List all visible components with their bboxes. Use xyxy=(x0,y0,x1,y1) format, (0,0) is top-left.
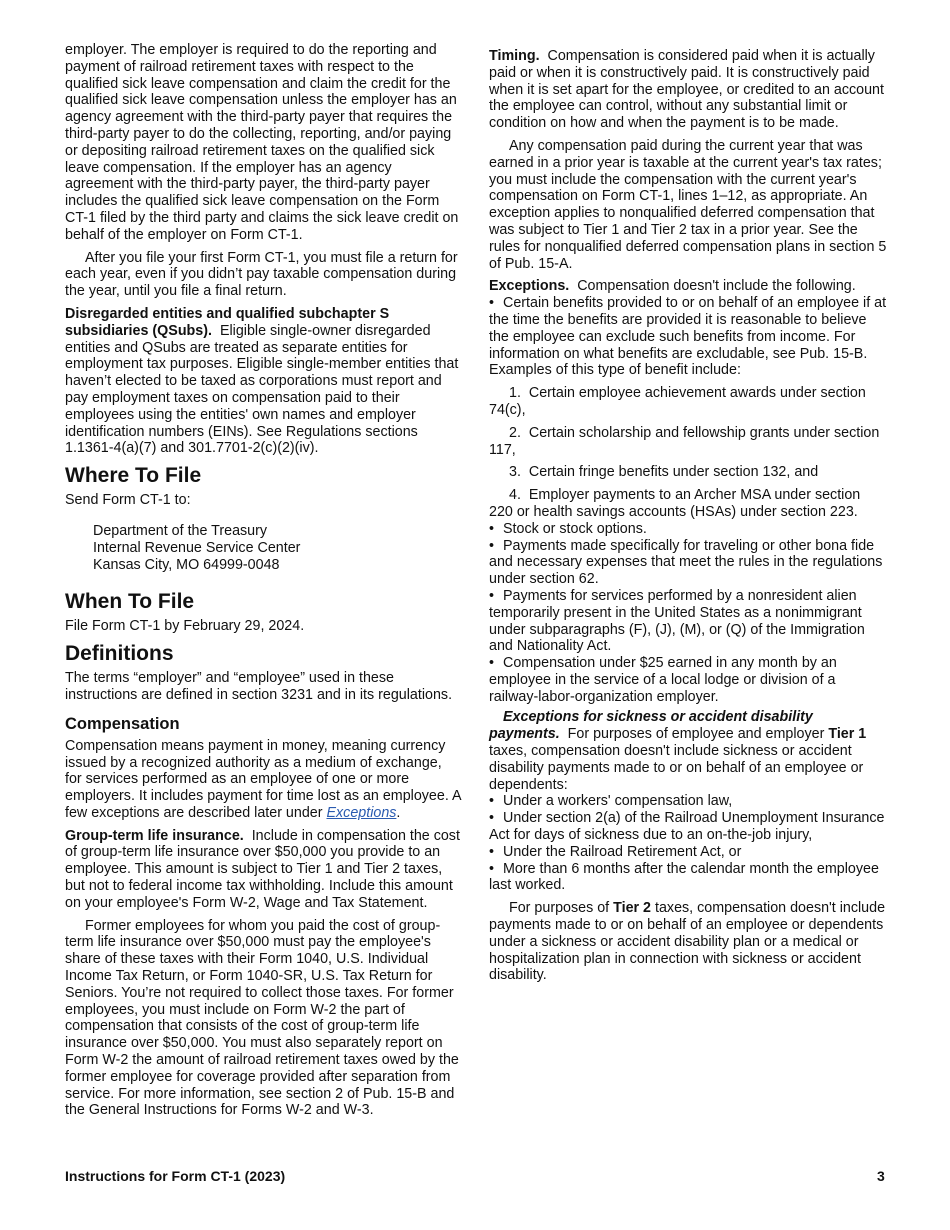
address-line: Internal Revenue Service Center xyxy=(93,539,301,556)
former-employees-paragraph: Former employees for whom you paid the cost of group-term life insurance over $50,000 must pay the employee's share of these taxes with their Form 1040, U.S. Individual Income Tax Return, or Form 1040-SR, U.S. Tax Return for Seniors. You’re not required to collect those taxes. For former employees, you must include on Form W-2 the part of compensation that consists of the cost of group-term life insurance over $50,000. You must also separately report on Form W-2 the amount of railroad retirement taxes owed by the former employee for coverage provided after separation from service. For more information, see section 2 of Pub. 15-B and the General Instructions for Forms W-2 and W-3. xyxy=(65,917,459,1119)
sickness-text-a: For purposes of employee and employer xyxy=(567,726,825,743)
exceptions-text: Compensation doesn't include the following. xyxy=(577,278,856,295)
when-to-file-text: File Form CT-1 by February 29, 2024. xyxy=(65,618,305,635)
bullet-item: • Payments made specifically for traveling or other bona fide and necessary expenses that meet the rules in the regulations under section 62. xyxy=(489,538,888,588)
employer-paragraph: employer. The employer is required to do the reporting and payment of railroad retirement taxes with respect to the qualified sick leave compensation and claim the credit for the qualified sick leave compensation unless the employer has an agency agreement with the third-party payer that requires the third-party payer to do the collecting, reporting, and/or paying or depositing railroad retirement taxes on the qualified sick leave compensation. If the employer has an agency agreement with the third-party payer, the third-party payer includes the qualified sick leave compensation on the Form CT-1 filed by the third party and claims the sick leave credit on behalf of the employer on Form CT-1. xyxy=(65,42,459,243)
tier1-label: Tier 1 xyxy=(828,726,867,743)
mailing-address xyxy=(93,523,462,573)
tier2-text-b: taxes, compensation doesn't include payments made to or on behalf of an employee or dependents under a sickness or accident disability plan or a medical or hospitalization plan in connection with sickness or accident disability. xyxy=(489,900,886,984)
left-column xyxy=(65,42,462,1119)
bullet-item: • Compensation under $25 earned in any month by an employee in the service of a local lodge or division of a railway-labor-organization employer. xyxy=(489,655,888,705)
disregarded-text: Eligible single-owner disregarded entities and QSubs are treated as separate entities for employment tax purposes. Eligible single-member entities that haven’t elected to be taxed as corporations must report and pay employment taxes on compensation paid to their employees using the entities' own names and employer identification numbers (EINs). See Regulations sections 1.1361-4(a)(7) and 301.7701-2(c)(2)(iv). xyxy=(65,322,459,457)
sickness-bullet: • Under the Railroad Retirement Act, or xyxy=(489,844,888,861)
tier2-text-a: For purposes of xyxy=(509,900,610,917)
group-term-heading: Group-term life insurance. xyxy=(65,827,244,844)
sickness-paragraph xyxy=(489,709,888,793)
compensation-text: Compensation means payment in money, meaning currency issued by a recognized authority as a medium of exchange, for services performed as an employee of one or more employers. It includes payment for time lost as an employee. A few exceptions are described later under xyxy=(65,737,461,821)
when-to-file-heading: When To File xyxy=(65,590,195,614)
disregarded-paragraph xyxy=(65,306,462,457)
definitions-heading: Definitions xyxy=(65,642,174,666)
numbered-item: 4. Employer payments to an Archer MSA under section 220 or health savings accounts (HSAs) under section 223. xyxy=(489,487,861,520)
timing-heading: Timing. xyxy=(489,48,540,64)
address-line: Department of the Treasury xyxy=(93,522,268,539)
sickness-heading: Exceptions for sickness or accident disability payments. xyxy=(489,709,813,743)
footer-title: Instructions for Form CT-1 (2023) xyxy=(65,1168,286,1184)
right-column xyxy=(489,48,888,984)
after-file-paragraph: After you file your first Form CT-1, you must file a return for each year, even if you didn’t pay taxable compensation during the year, until you file a final return. xyxy=(65,249,458,300)
bullet-benefits: • Certain benefits provided to or on behalf of an employee if at the time the benefits are provided it is reasonable to believe the employee can exclude such benefits from income. For information on what benefits are excludable, see Pub. 15-B. Examples of this type of benefit include: xyxy=(489,295,888,379)
numbered-item: 2. Certain scholarship and fellowship grants under section 117, xyxy=(489,424,880,458)
address-line: Kansas City, MO 64999-0048 xyxy=(93,556,280,573)
exceptions-link[interactable]: Exceptions xyxy=(326,804,397,821)
sickness-text-b: taxes, compensation doesn't include sickness or accident disability payments made to or on behalf of an employee or dependents: xyxy=(489,743,864,793)
tier2-paragraph xyxy=(489,900,888,984)
group-term-text: Include in compensation the cost of group-term life insurance over $50,000 you provide to an employee. This amount is subject to Tier 1 and Tier 2 taxes, but not to federal income tax withholding. Include this amount on your employee's Form W-2, Wage and Tax Statement. xyxy=(65,827,460,911)
timing-paragraph xyxy=(489,48,888,132)
sickness-bullet: • More than 6 months after the calendar month the employee last worked. xyxy=(489,861,888,895)
exceptions-heading: Exceptions. xyxy=(489,278,570,295)
tier2-label: Tier 2 xyxy=(613,900,652,917)
numbered-item: 3. Certain fringe benefits under section 132, and xyxy=(509,464,819,481)
compensation-paragraph xyxy=(65,738,462,822)
timing-text: Compensation is considered paid when it is actually paid or when it is constructively paid. It is constructively paid when it is set apart for the employee, or credited to an account the employee can control, without any substantial limit or condition on how and when the payment is to be made. xyxy=(489,48,884,132)
exceptions-paragraph xyxy=(489,278,888,295)
page-number: 3 xyxy=(877,1168,885,1184)
sickness-bullet: • Under a workers' compensation law, xyxy=(489,793,888,810)
compensation-heading: Compensation xyxy=(65,714,180,733)
bullet-item: • Stock or stock options. xyxy=(489,521,888,538)
group-term-paragraph xyxy=(65,828,462,912)
disregarded-heading: Disregarded entities and qualified subchapter S subsidiaries (QSubs). xyxy=(65,305,390,339)
where-to-file-heading: Where To File xyxy=(65,464,202,488)
bullet-item: • Payments for services performed by a nonresident alien temporarily present in the United States as a nonimmigrant under subparagraphs (F), (J), (M), or (Q) of the Immigration and Nationality Act. xyxy=(489,588,888,655)
sickness-bullet: • Under section 2(a) of the Railroad Unemployment Insurance Act for days of sickness due to an on-the-job injury, xyxy=(489,810,888,844)
where-to-file-text: Send Form CT-1 to: xyxy=(65,492,191,509)
definitions-text: The terms “employer” and “employee” used in these instructions are defined in section 3231 and in its regulations. xyxy=(65,670,453,703)
compensation-end: . xyxy=(396,804,401,821)
numbered-item: 1. Certain employee achievement awards under section 74(c), xyxy=(489,385,866,418)
prior-year-paragraph: Any compensation paid during the current year that was earned in a prior year is taxable at the current year's tax rates; you must include the compensation with the current year's compensation on Form CT-1, lines 1–12, as appropriate. An exception applies to nonqualified deferred compensation that was subject to Tier 1 and Tier 2 tax in a prior year. See the rules for nonqualified deferred compensation plans in section 5 of Pub. 15-A. xyxy=(489,137,887,272)
